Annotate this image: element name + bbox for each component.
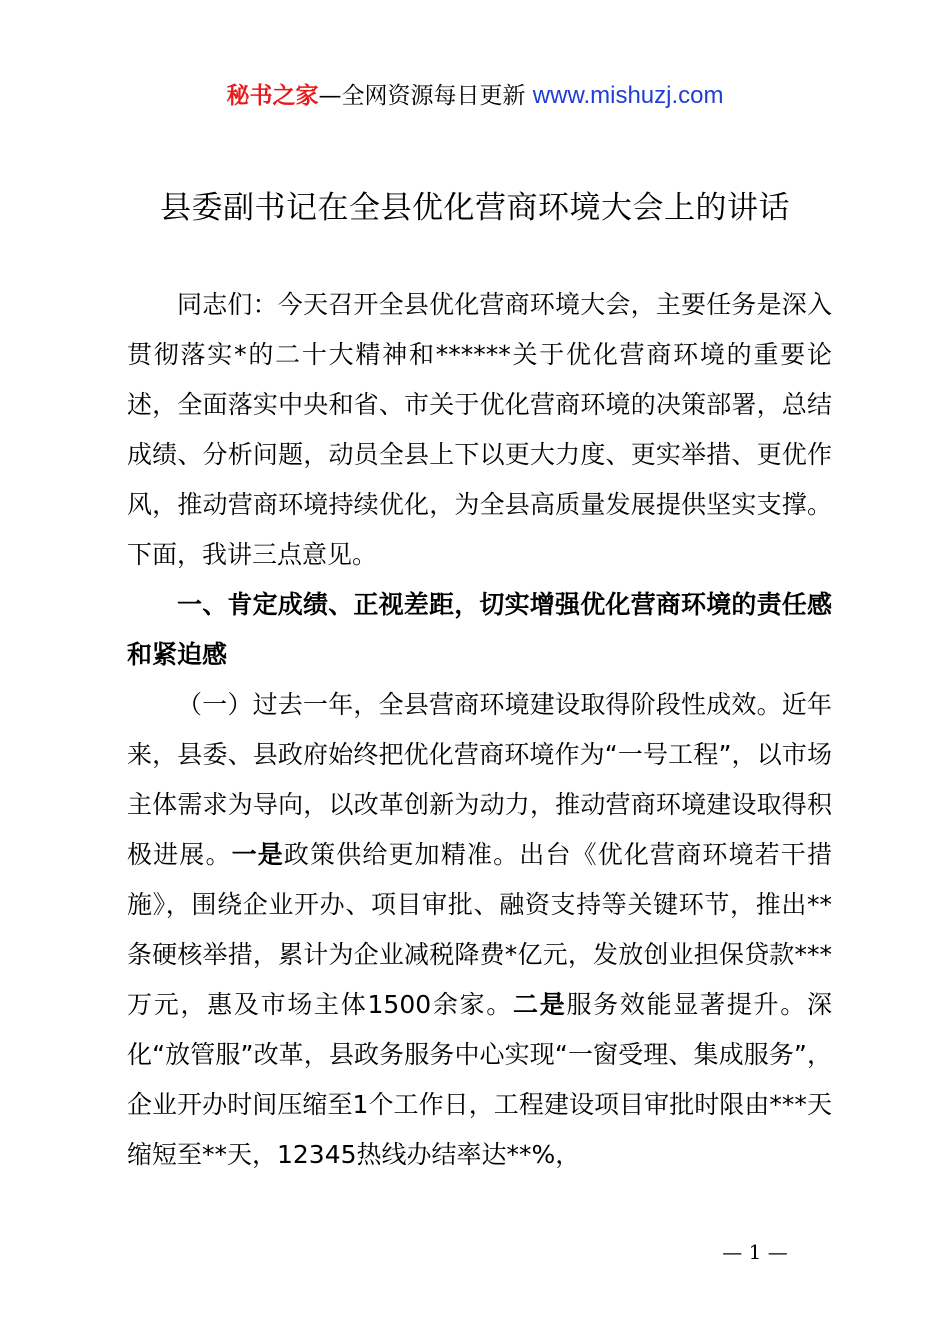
point-1-label: 一是 bbox=[231, 840, 284, 869]
paragraph-achievements-intro: （一）过去一年，全县营商环境建设取得阶段性成效。近年来，县委、县政府始终把优化营商环境作为“一号工程”，以市场主体需求为导向，以改革创新为动力，推动营商环境建设取得积极进展。 bbox=[127, 690, 832, 869]
document-title: 县委副书记在全县优化营商环境大会上的讲话 bbox=[160, 190, 790, 226]
page-number: — 1 — bbox=[722, 1240, 788, 1264]
point-1-text: 政策供给更加精准。出台《优化营商环境若干措施》，围绕企业开办、项目审批、融资支持等关键环节，推出**条硬核举措，累计为企业减税降费*亿元，发放创业担保贷款***万元，惠及市场主体1500余家。 bbox=[127, 840, 832, 1019]
document-body bbox=[127, 280, 832, 1180]
paragraph-opening: 同志们：今天召开全县优化营商环境大会，主要任务是深入贯彻落实*的二十大精神和******关于优化营商环境的重要论述，全面落实中央和省、市关于优化营商环境的决策部署，总结成绩、分析问题，动员全县上下以更大力度、更实举措、更优作风，推动营商环境持续优化，为全县高质量发展提供坚实支撑。下面，我讲三点意见。 bbox=[127, 290, 832, 569]
point-2-label: 二是 bbox=[513, 990, 567, 1019]
section-heading-1 bbox=[127, 580, 832, 680]
point-2-text: 服务效能显著提升。深化“放管服”改革，县政务服务中心实现“一窗受理、集成服务”，企业开办时间压缩至1个工作日，工程建设项目审批时限由***天缩短至**天，12345热线办结率达**%， bbox=[127, 990, 832, 1169]
site-url-link[interactable]: www.mishuzj.com bbox=[532, 82, 724, 109]
paragraph-achievements bbox=[127, 680, 832, 1180]
site-header bbox=[0, 80, 950, 112]
site-tagline: —全网资源每日更新 bbox=[318, 83, 526, 109]
site-brand: 秘书之家 bbox=[226, 83, 319, 109]
section-heading-1-text: 一、肯定成绩、正视差距，切实增强优化营商环境的责任感和紧迫感 bbox=[127, 590, 832, 669]
